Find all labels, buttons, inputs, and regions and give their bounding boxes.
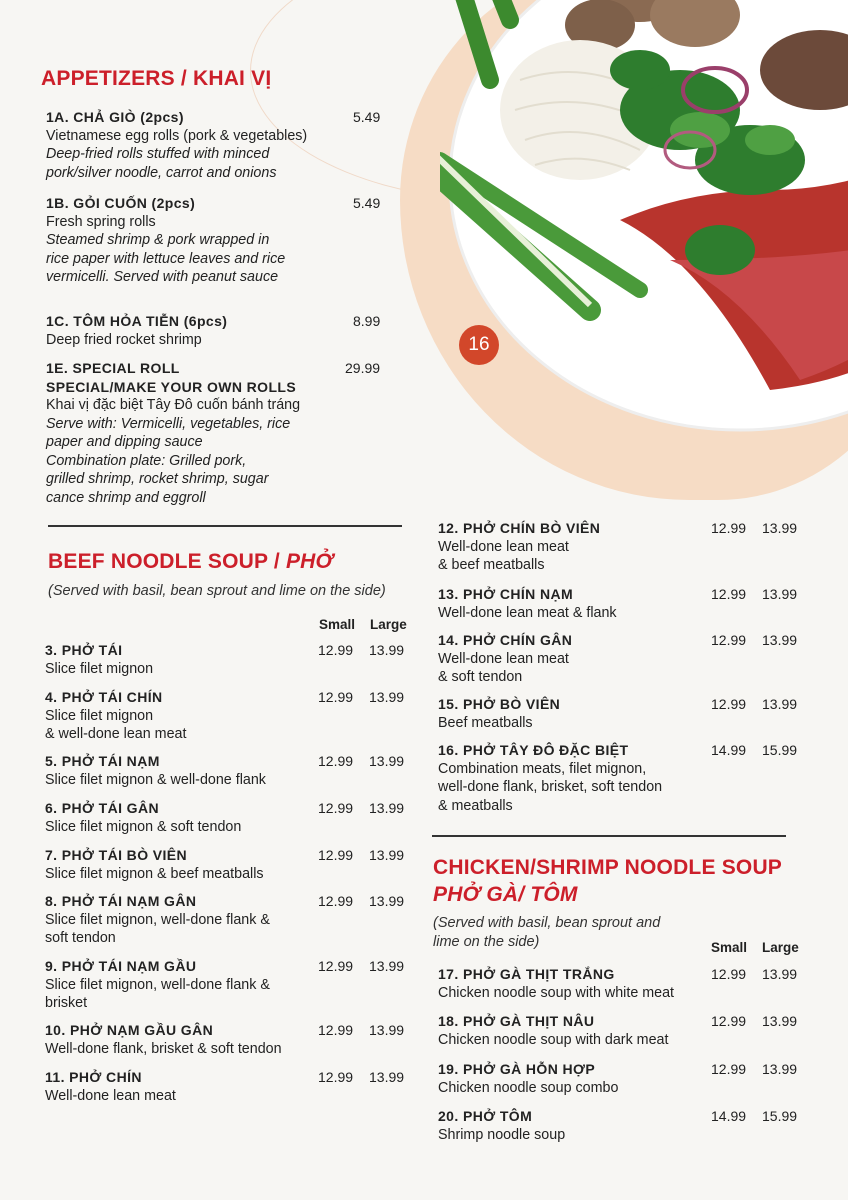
item-price: 5.49 [353,109,381,125]
item-desc: Slice filet mignon [45,660,154,677]
item-name: 9. PHỞ TÁI NẠM GẦU [45,958,197,974]
item-price-small: 12.99 [711,966,747,982]
item-name: 17. PHỞ GÀ THỊT TRẮNG [438,966,615,982]
item-price-large: 13.99 [762,1061,798,1077]
item-name: 14. PHỞ CHÍN GÂN [438,632,573,648]
item-price-large: 13.99 [369,642,405,658]
item-desc: Slice filet mignon [45,707,154,724]
item-desc: Deep fried rocket shrimp [46,331,202,348]
item-desc: Slice filet mignon & soft tendon [45,818,242,835]
item-desc: soft tendon [45,930,116,946]
item-name: 11. PHỞ CHÍN [45,1069,142,1085]
menu-item [438,585,731,622]
item-price-large: 13.99 [369,689,405,705]
item-price: 29.99 [345,360,381,376]
item-desc: Deep-fried rolls stuffed with minced [46,146,270,162]
menu-item [45,892,338,948]
menu-item [438,695,731,732]
item-name: 15. PHỞ BÒ VIÊN [438,696,561,712]
item-desc: & meatballs [438,797,513,814]
col-small: Small [711,940,748,955]
item-price-large: 13.99 [762,696,798,712]
item-price-large: 15.99 [762,742,798,758]
menu-item [45,688,338,744]
item-desc: Combination plate: Grilled pork, [46,452,247,469]
item-desc: Combination meats, filet mignon, [438,760,647,777]
item-price-large: 13.99 [369,753,405,769]
item-name: 1B. GỎI CUỐN (2pcs) [46,195,196,211]
item-desc: Slice filet mignon & well-done flank [45,771,266,788]
item-name: 4. PHỞ TÁI CHÍN [45,689,163,705]
menu-item [438,631,731,687]
col-small: Small [319,617,356,632]
item-price-small: 12.99 [711,1013,747,1029]
item-price-large: 13.99 [369,893,405,909]
menu-item [45,846,338,883]
item-desc: Steamed shrimp & pork wrapped in [46,232,270,248]
item-name: 16. PHỞ TÂY ĐÔ ĐẶC BIỆT [438,742,629,758]
chicken-note [433,914,660,952]
item-price-small: 12.99 [318,753,354,769]
item-desc: Well-done flank, brisket & soft tendon [45,1040,282,1057]
item-name: 18. PHỞ GÀ THỊT NÂU [438,1013,595,1029]
menu-item-1b [46,194,346,287]
item-desc: brisket [45,995,88,1011]
item-price-small: 14.99 [711,742,747,758]
menu-item-1a [46,108,346,182]
item-name: 1E. SPECIAL ROLL [46,360,180,376]
menu-item [45,1021,338,1058]
menu-item-1e [46,359,346,507]
item-desc: grilled shrimp, rocket shrimp, sugar [46,471,269,487]
chicken-title-vn: PHỞ GÀ/ TÔM [433,883,578,906]
item-price-small: 12.99 [318,642,354,658]
item-name: 1A. CHẢ GIÒ (2pcs) [46,109,184,125]
beef-title-italic: PHỞ [285,550,334,573]
item-price-small: 12.99 [318,847,354,863]
item-price-small: 12.99 [318,1022,354,1038]
item-desc: & well-done lean meat [45,726,187,742]
beef-title-text: BEEF NOODLE SOUP / [48,550,286,573]
col-large: Large [370,617,407,632]
beef-noodle-title [48,550,333,574]
item-name: 5. PHỞ TÁI NẠM [45,753,160,769]
item-price-small: 12.99 [711,586,747,602]
item-desc: Beef meatballs [438,714,533,731]
appetizers-title: APPETIZERS / KHAI VỊ [41,67,272,90]
item-price-large: 13.99 [762,632,798,648]
item-price-large: 13.99 [369,800,405,816]
item-name: 3. PHỞ TÁI [45,642,123,658]
item-name: 1C. TÔM HỎA TIỄN (6pcs) [46,313,228,329]
item-name: 12. PHỞ CHÍN BÒ VIÊN [438,520,601,536]
item-desc: pork/silver noodle, carrot and onions [46,164,277,181]
menu-item [438,1060,731,1097]
item-desc: Chicken noodle soup with dark meat [438,1031,669,1048]
menu-item [45,641,338,678]
item-desc: well-done flank, brisket, soft tendon [438,779,663,795]
menu-item [438,1012,731,1049]
item-price-small: 14.99 [711,1108,747,1124]
item-price-large: 13.99 [762,1013,798,1029]
menu-item [45,799,338,836]
beef-note: (Served with basil, bean sprout and lime on the side) [48,583,386,599]
item-desc: Well-done lean meat [45,1087,176,1104]
item-desc: Well-done lean meat [438,538,569,555]
item-desc: Slice filet mignon, well-done flank & [45,911,270,928]
item-price-large: 13.99 [762,586,798,602]
item-price-large: 13.99 [369,847,405,863]
item-price-large: 13.99 [369,1022,405,1038]
menu-item [438,965,731,1002]
item-price-small: 12.99 [711,696,747,712]
page-number-badge: 16 [459,325,499,365]
item-name: 8. PHỞ TÁI NẠM GÂN [45,893,197,909]
item-name: 19. PHỞ GÀ HỖN HỢP [438,1061,596,1077]
item-name-line2: SPECIAL/MAKE YOUR OWN ROLLS [46,378,297,395]
item-desc: Well-done lean meat & flank [438,604,617,621]
item-price-small: 12.99 [318,800,354,816]
item-name: 13. PHỞ CHÍN NẠM [438,586,574,602]
chicken-note-line: (Served with basil, bean sprout and [433,915,661,931]
menu-item-1c [46,312,346,349]
item-desc: & soft tendon [438,669,523,685]
item-name: 20. PHỞ TÔM [438,1108,533,1124]
item-price-large: 13.99 [369,1069,405,1085]
item-desc: Fresh spring rolls [46,213,156,230]
chicken-note-line: lime on the side) [433,934,540,950]
item-name: 10. PHỞ NẠM GẦU GÂN [45,1022,214,1038]
item-price-small: 12.99 [318,1069,354,1085]
item-desc: vermicelli. Served with peanut sauce [46,269,279,285]
item-desc: rice paper with lettuce leaves and rice [46,250,286,267]
menu-item [438,519,731,575]
menu-item [45,957,338,1013]
item-price-small: 12.99 [711,632,747,648]
item-price-small: 12.99 [318,893,354,909]
item-desc: Serve with: Vermicelli, vegetables, rice [46,415,291,432]
item-desc: Slice filet mignon & beef meatballs [45,865,264,882]
chicken-title: CHICKEN/SHRIMP NOODLE SOUP [433,856,783,879]
item-price: 8.99 [353,313,381,329]
item-price-large: 13.99 [762,966,798,982]
item-price-large: 13.99 [369,958,405,974]
item-desc: Well-done lean meat [438,650,569,667]
divider [432,835,786,837]
item-desc: Chicken noodle soup with white meat [438,984,675,1001]
item-name: 6. PHỞ TÁI GÂN [45,800,159,816]
menu-item [45,1068,338,1105]
item-price-small: 12.99 [711,520,747,536]
item-desc: Shrimp noodle soup [438,1126,566,1143]
item-price-small: 12.99 [318,958,354,974]
divider [48,525,402,527]
item-price: 5.49 [353,195,381,211]
menu-item [438,741,731,815]
item-desc: Slice filet mignon, well-done flank & [45,976,270,993]
item-name: 7. PHỞ TÁI BÒ VIÊN [45,847,188,863]
item-price-large: 15.99 [762,1108,798,1124]
item-desc: cance shrimp and eggroll [46,489,206,506]
item-desc: Khai vị đặc biệt Tây Đô cuốn bánh tráng [46,397,301,413]
item-price-large: 13.99 [762,520,798,536]
item-price-small: 12.99 [711,1061,747,1077]
item-desc: paper and dipping sauce [46,434,203,450]
item-desc: Vietnamese egg rolls (pork & vegetables) [46,127,308,144]
pho-bowl-photo [440,0,848,450]
menu-item [45,752,338,789]
item-price-small: 12.99 [318,689,354,705]
col-large: Large [762,940,799,955]
menu-item [438,1107,731,1144]
item-desc: & beef meatballs [438,557,545,573]
item-desc: Chicken noodle soup combo [438,1079,619,1096]
